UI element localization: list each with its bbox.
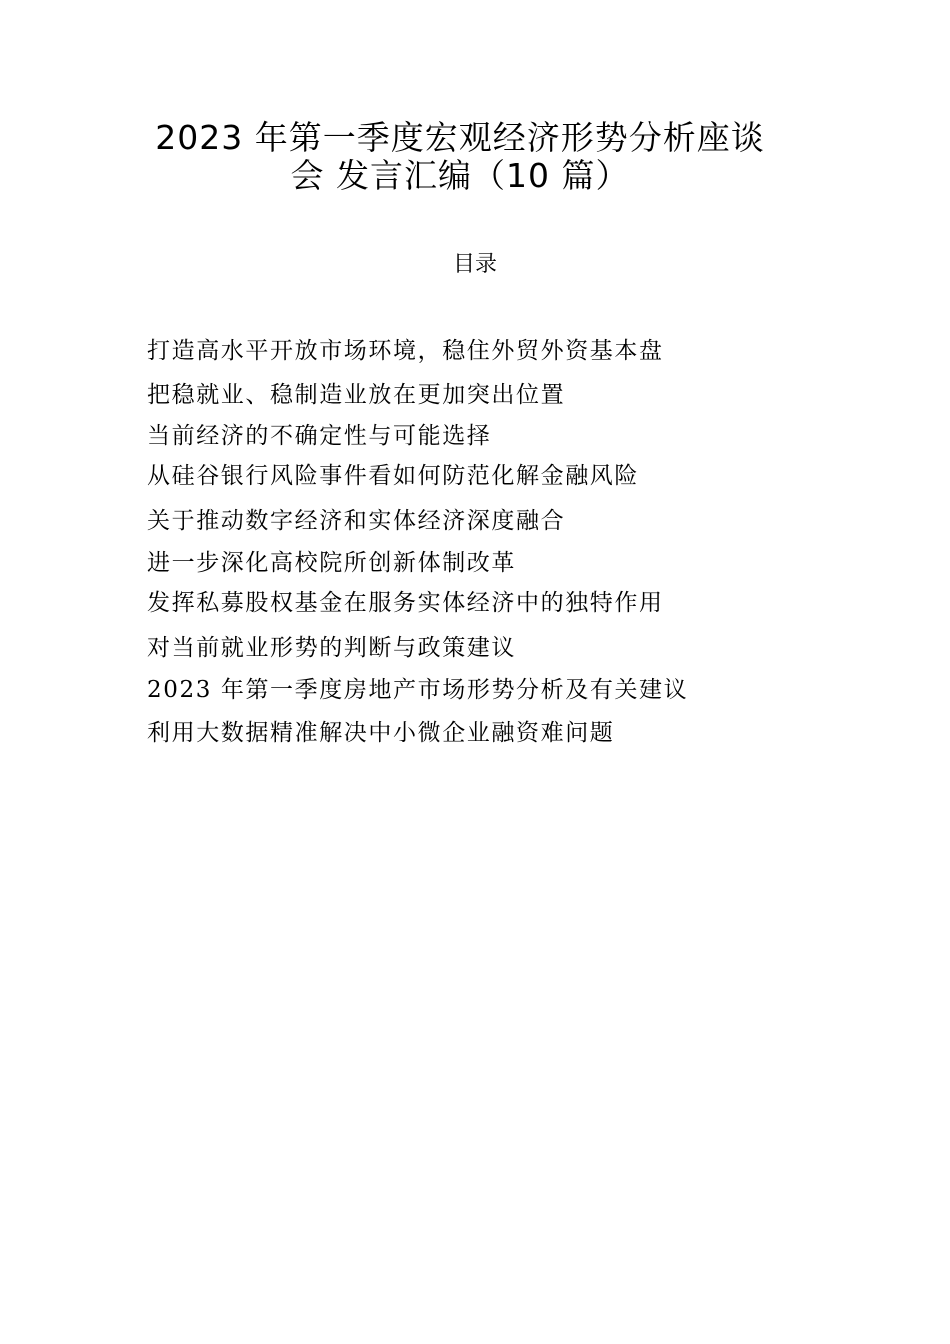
toc-item-5: 关于推动数字经济和实体经济深度融合 bbox=[147, 508, 566, 534]
title-line-2: 会 发言汇编（10 篇） bbox=[290, 156, 630, 195]
toc-item-2: 把稳就业、稳制造业放在更加突出位置 bbox=[147, 382, 566, 408]
toc-item-6: 进一步深化高校院所创新体制改革 bbox=[147, 550, 516, 576]
toc-item-7: 发挥私募股权基金在服务实体经济中的独特作用 bbox=[147, 590, 664, 616]
toc-item-10: 利用大数据精准解决中小微企业融资难问题 bbox=[147, 720, 615, 746]
toc-heading: 目录 bbox=[452, 252, 497, 277]
toc-item-8: 对当前就业形势的判断与政策建议 bbox=[147, 635, 516, 661]
toc-item-1: 打造高水平开放市场环境，稳住外贸外资基本盘 bbox=[147, 338, 664, 364]
toc-item-3: 当前经济的不确定性与可能选择 bbox=[147, 423, 492, 449]
title-line-1: 2023 年第一季度宏观经济形势分析座谈 bbox=[155, 118, 765, 157]
toc-item-9: 2023 年第一季度房地产市场形势分析及有关建议 bbox=[147, 677, 689, 703]
toc-item-4: 从硅谷银行风险事件看如何防范化解金融风险 bbox=[147, 463, 639, 489]
